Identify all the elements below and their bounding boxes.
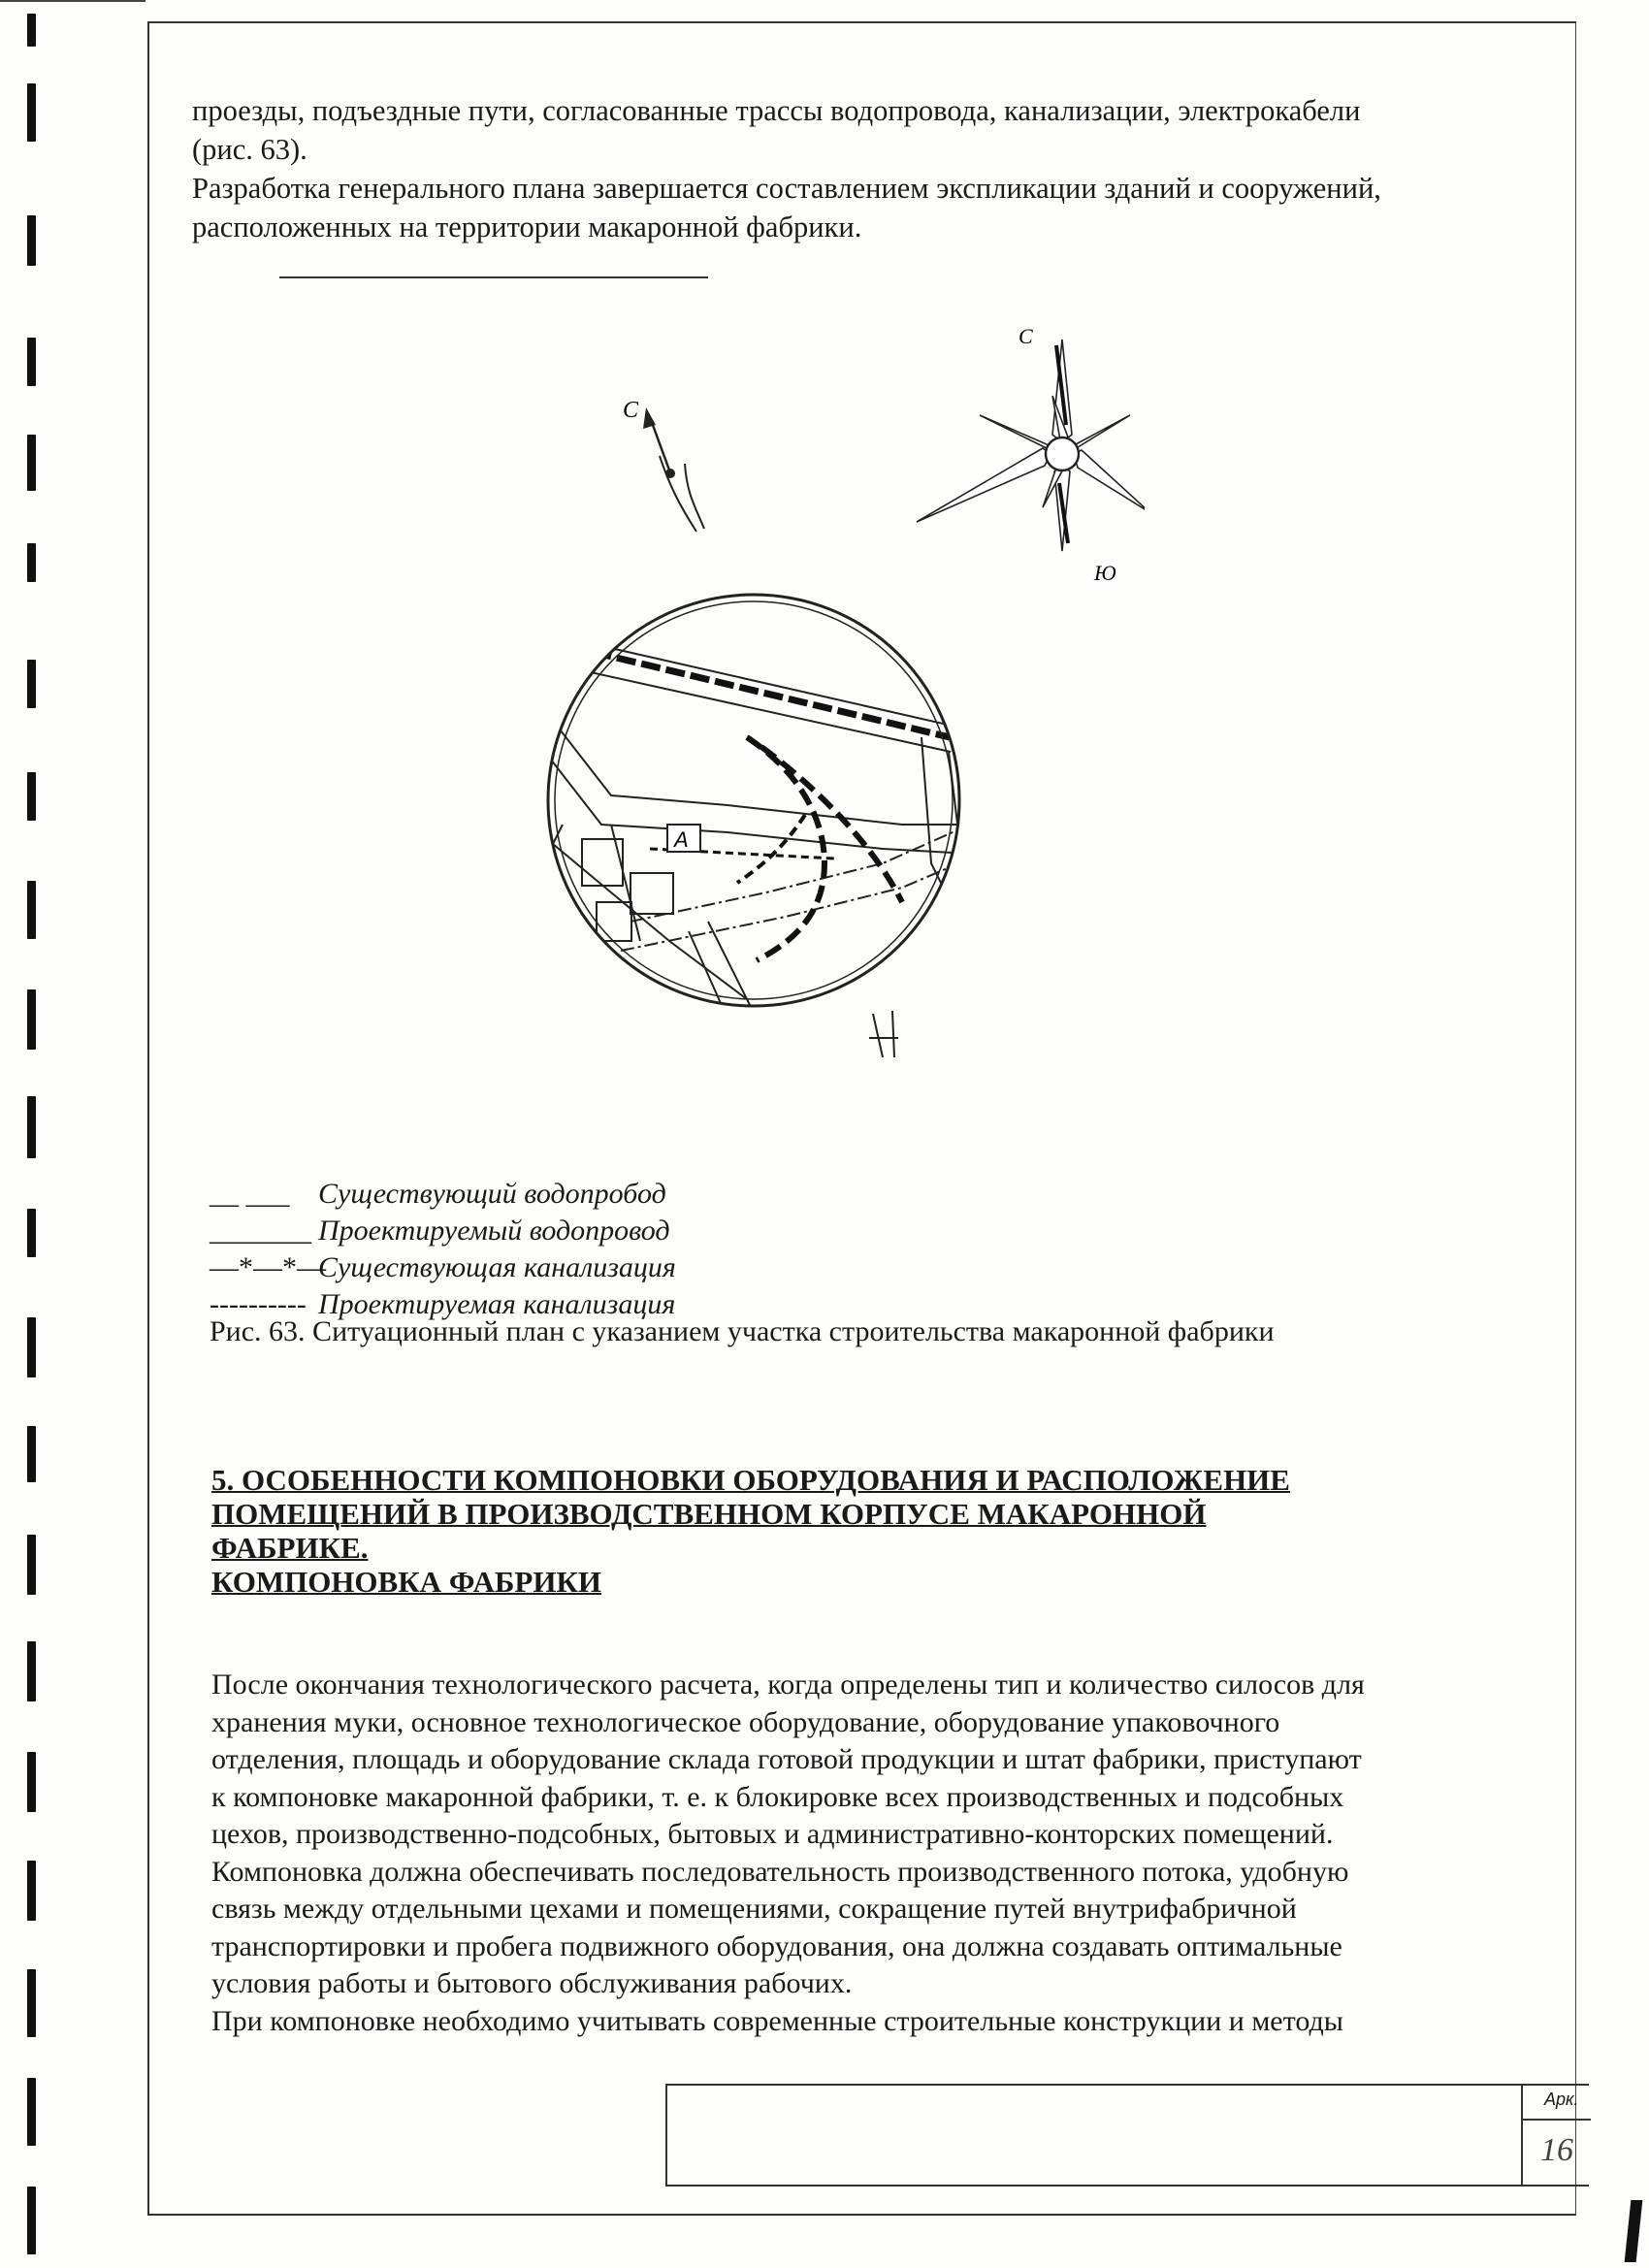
wind-rose-south-label: Ю [1094,561,1116,585]
north-label: С [623,398,639,423]
heading-line: 5. ОСОБЕННОСТИ КОМПОНОВКИ ОБОРУДОВАНИЯ И РАСПОЛОЖЕНИЕ [211,1463,1290,1497]
legend-marker: —*—*— [210,1251,326,1283]
legend-item [210,1249,676,1286]
legend-marker: _______ [210,1215,311,1247]
north-arrow [643,407,704,532]
binding-marks [27,0,41,2268]
footnote-rule [279,276,708,278]
legend-text: Существующая канализация [318,1251,676,1283]
intro-text [192,91,1381,246]
intro-line: расположенных на территории макаронной фабрики. [192,211,862,243]
figure-caption: Рис. 63. Ситуационный план с указанием участка строительства макаронной фабрики [210,1315,1275,1347]
body-paragraph [211,1667,1365,2040]
page-number: 16 [1540,2132,1573,2168]
intro-line: проезды, подъездные пути, согласованные трассы водопровода, канализации, электрокабели [192,94,1361,127]
body-line: Компоновка должна обеспечивать последовательность производственного потока, удобную [211,1855,1349,1888]
body-line: связь между отдельными цехами и помещениями, сокращение путей внутрифабричной [211,1893,1297,1925]
stamp-divider [1521,2086,1523,2185]
legend [210,1176,676,1323]
scan-smudge [1625,2200,1643,2262]
stamp-divider [1523,2119,1591,2121]
bottom-pipe [869,1011,898,1057]
heading-line: КОМПОНОВКА ФАБРИКИ [211,1565,602,1599]
heading-line: ПОМЕЩЕНИЙ В ПРОИЗВОДСТВЕННОМ КОРПУСЕ МАКАРОННОЙ [211,1497,1207,1531]
body-line: транспортировки и пробега подвижного оборудования, она должна создавать оптимальные [211,1929,1342,1962]
legend-item [210,1176,676,1213]
heading-line: ФАБРИКЕ. [211,1531,369,1565]
wind-rose [917,340,1145,551]
body-line: условия работы и бытового обслуживания рабочих. [211,1967,853,1999]
situation-plan-figure [514,320,1145,1067]
legend-marker: __ ___ [210,1178,290,1210]
intro-line: Разработка генерального плана завершается составлением экспликации зданий и сооружений, [192,172,1381,205]
body-line: хранения муки, основное технологическое оборудование, оборудование упаковочного [211,1705,1280,1738]
section-heading [211,1463,1290,1599]
site-label: А [674,827,689,852]
top-edge-line [0,0,146,2]
body-line: к компоновке макаронной фабрики, т. е. к блокировке всех производственных и подсобных [211,1780,1344,1813]
body-line: При компоновке необходимо учитывать современные строительные конструкции и методы [211,2004,1343,2037]
legend-item [210,1213,676,1249]
body-line: цехов, производственно-подсобных, бытовых и административно-конторских помещений. [211,1818,1334,1850]
wind-rose-north-label: С [1018,324,1033,348]
sheet-label: Арк. [1544,2090,1579,2109]
legend-text: Проектируемая канализация [318,1288,676,1320]
body-line: После окончания технологического расчета, когда определены тип и количество силосов для [211,1669,1365,1701]
legend-marker: ---------- [210,1288,307,1320]
legend-text: Проектируемый водопровод [318,1215,670,1247]
intro-line: (рис. 63). [192,133,307,166]
title-block-stamp [665,2084,1589,2187]
body-line: отделения, площадь и оборудование склада готовой продукции и штат фабрики, приступают [211,1743,1362,1775]
legend-text: Существующий водопробод [318,1178,666,1210]
map-content [534,631,980,1019]
